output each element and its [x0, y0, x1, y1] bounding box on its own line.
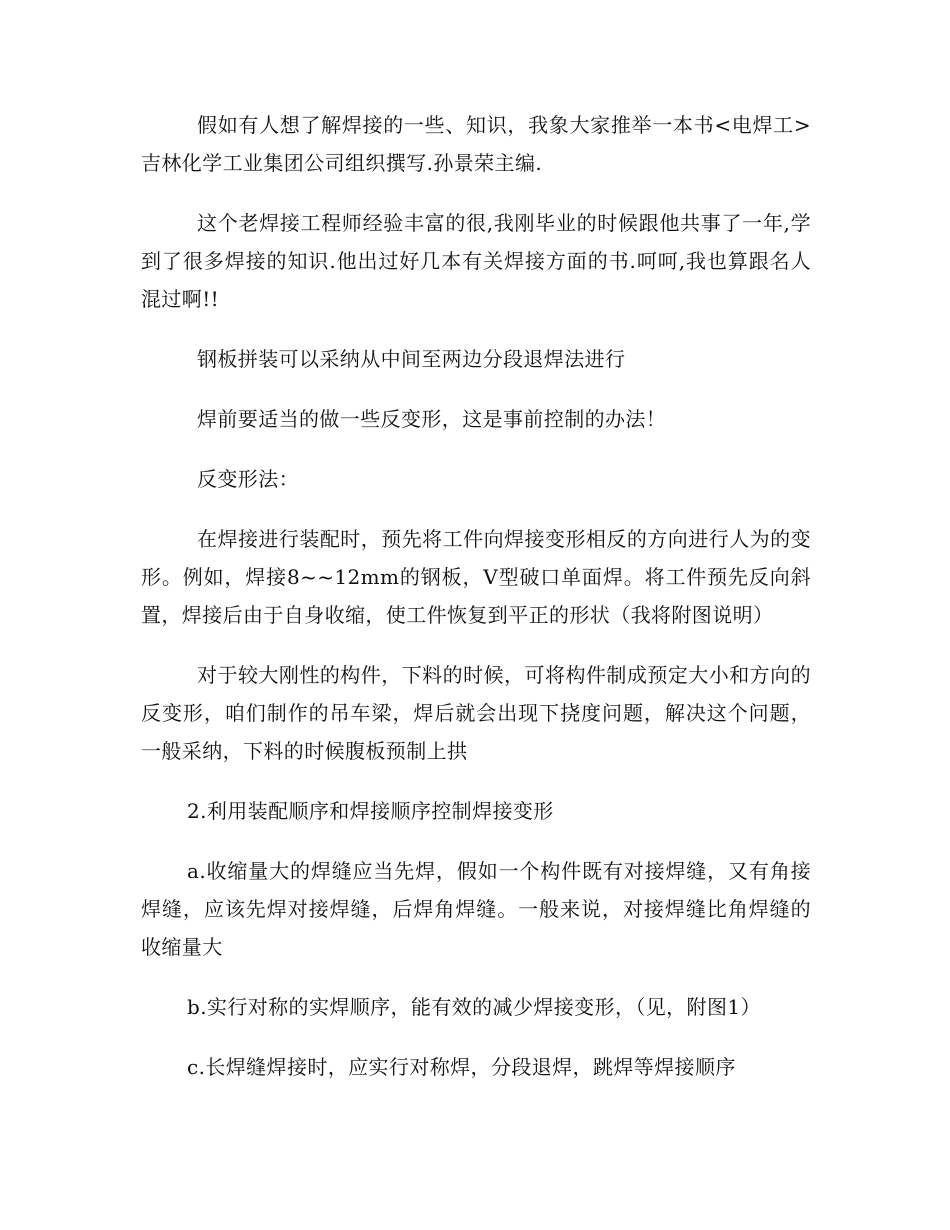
paragraph-pre-deformation: 焊前要适当的做一些反变形，这是事前控制的办法！: [197, 407, 667, 431]
document-body: [141, 106, 811, 1108]
paragraph-item-a: a.收缩量大的焊缝应当先焊，假如一个构件既有对接焊缝，又有角接焊缝，应该先焊对接焊缝，后焊角焊缝。一般来说，对接焊缝比角焊缝的收缩量大: [141, 859, 811, 959]
paragraph-section-2-heading: 2.利用装配顺序和焊接顺序控制焊接变形: [187, 799, 554, 823]
paragraph-rigid-components: 对于较大刚性的构件，下料的时候，可将构件制成预定大小和方向的反变形，咱们制作的吊车梁，焊后就会出现下挠度问题，解决这个问题，一般采纳，下料的时候腹板预制上拱: [141, 663, 811, 763]
paragraph-plate-assembly: 钢板拼装可以采纳从中间至两边分段退焊法进行: [197, 347, 626, 371]
paragraph-engineer-experience: 这个老焊接工程师经验丰富的很,我刚毕业的时候跟他共事了一年,学到了很多焊接的知识.他出过好几本有关焊接方面的书.呵呵,我也算跟名人混过啊!!: [141, 211, 811, 311]
paragraph-item-b: b.实行对称的实焊顺序，能有效的减少焊接变形，（见，附图1）: [187, 995, 761, 1019]
paragraph-reverse-deformation-method: 在焊接进行装配时，预先将工件向焊接变形相反的方向进行人为的变形。例如，焊接8~~12mm的钢板，V型破口单面焊。将工件预先反向斜置，焊接后由于自身收缩，使工件恢复到平正的形状（我将附图说明）: [141, 527, 811, 627]
paragraph-reverse-deformation-heading: 反变形法：: [197, 467, 299, 491]
paragraph-item-c: c.长焊缝焊接时，应实行对称焊，分段退焊，跳焊等焊接顺序: [187, 1055, 736, 1079]
paragraph-book-recommendation: 假如有人想了解焊接的一些、知识，我象大家推举一本书<电焊工>吉林化学工业集团公司组织撰写.孙景荣主编.: [141, 113, 811, 175]
